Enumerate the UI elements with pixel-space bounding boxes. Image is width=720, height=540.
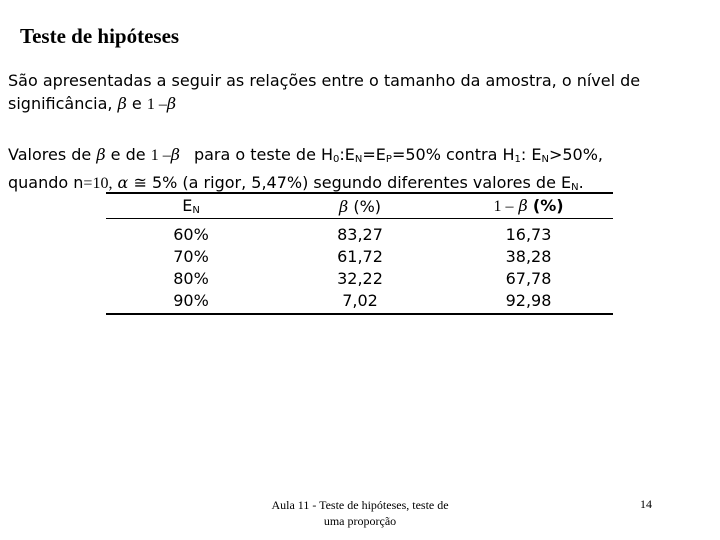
en-subscript: N (571, 182, 579, 193)
cell-one-minus-beta: 16,73 (505, 224, 552, 244)
header-one-minus-beta: 1 – β (%) (444, 193, 613, 219)
ep-subscript: P (385, 154, 392, 165)
beta-symbol: β (170, 145, 180, 164)
footer-line: Aula 11 - Teste de hipóteses, teste de (271, 498, 449, 512)
table-row (106, 245, 613, 267)
cell-one-minus-beta: 92,98 (444, 289, 613, 314)
desc-text: quando n (8, 173, 84, 192)
intro-and: e (131, 94, 142, 113)
desc-text: Valores de (8, 145, 92, 164)
alpha-symbol: α (117, 173, 129, 192)
intro-text: São apresentadas a seguir as relações entre o tamanho da amostra, o nível de significância, (8, 71, 641, 113)
h0-subscript: 0 (333, 154, 340, 165)
approx-symbol: ≅ (133, 175, 147, 192)
table-row (106, 267, 613, 289)
cell-beta: 32,22 (337, 268, 383, 288)
cell-one-minus-beta: 67,78 (505, 268, 552, 288)
slide-footer (250, 497, 470, 529)
cell-en: 80% (173, 268, 209, 288)
page-number: 14 (640, 497, 652, 511)
one-minus-symbol: 1 – (150, 147, 171, 164)
table-row (106, 289, 613, 314)
desc-text: >50%, (548, 145, 604, 164)
en-subscript: N (541, 154, 549, 165)
en-subscript: N (354, 154, 363, 165)
cell-en: 60% (173, 224, 209, 244)
desc-text: : E (520, 145, 542, 164)
beta-symbol: β (96, 145, 106, 164)
desc-text: para o teste de H (193, 145, 334, 164)
h1-subscript: 1 (514, 154, 521, 165)
beta-symbol: β (166, 94, 177, 113)
table-row (106, 219, 613, 246)
cell-beta: 83,27 (337, 224, 383, 244)
header-beta: β (%) (276, 193, 444, 219)
desc-text: =E (362, 145, 386, 164)
one-minus-symbol: 1 – (146, 96, 167, 113)
n-equals: =10, (83, 175, 113, 192)
cell-one-minus-beta: 38,28 (505, 246, 552, 266)
footer-line: uma proporção (323, 514, 397, 528)
desc-text: =50% contra H (391, 145, 515, 164)
intro-paragraph (8, 69, 716, 116)
table-header-row (106, 193, 613, 219)
desc-text: :E (339, 145, 355, 164)
beta-values-table (106, 192, 613, 315)
beta-symbol: β (117, 94, 127, 113)
header-en: $E_N$ (106, 193, 276, 219)
cell-beta: 7,02 (276, 289, 444, 314)
slide-title: Teste de hipóteses (20, 24, 180, 48)
cell-beta: 61,72 (337, 246, 383, 266)
desc-text: 5% (a rigor, 5,47%) segundo diferentes valores de E (151, 173, 572, 192)
desc-text: e de (110, 145, 146, 164)
cell-en: 90% (106, 289, 276, 314)
description-paragraph (8, 143, 716, 199)
desc-text: . (578, 173, 584, 192)
cell-en: 70% (173, 246, 209, 266)
